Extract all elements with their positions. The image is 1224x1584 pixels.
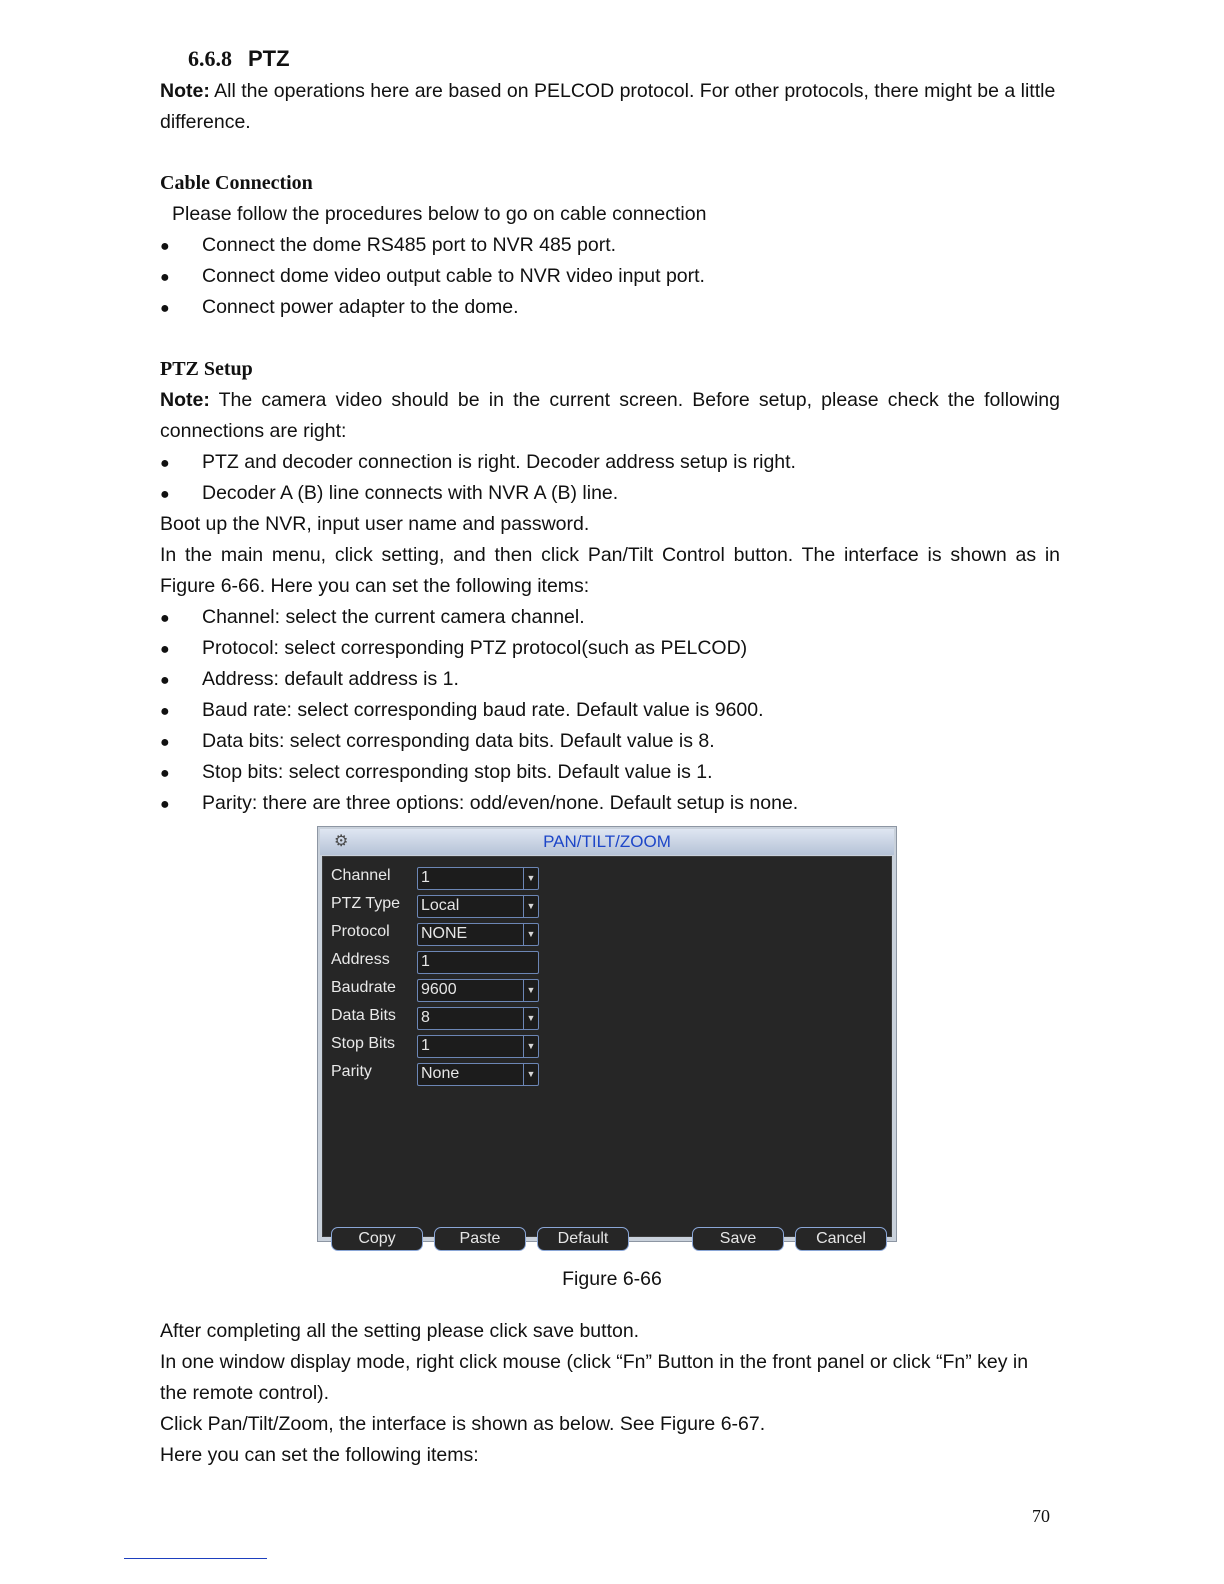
section-title: PTZ	[248, 46, 290, 71]
dropdown-arrow-icon[interactable]: ▼	[523, 1008, 538, 1029]
cable-bullet	[160, 261, 705, 293]
protocol-value: NONE	[421, 925, 468, 942]
dropdown-arrow-icon[interactable]: ▼	[523, 896, 538, 917]
section-number: 6.6.8	[188, 46, 232, 71]
dropdown-arrow-icon[interactable]: ▼	[523, 924, 538, 945]
setup-note	[160, 385, 1060, 447]
item-bullet	[160, 664, 459, 696]
section-heading	[188, 46, 290, 72]
baudrate-label: Baudrate	[331, 979, 396, 996]
address-label: Address	[331, 951, 390, 968]
intro-note	[160, 76, 1060, 138]
ptz-window-body	[322, 856, 892, 1247]
bullet-dot: ●	[160, 703, 170, 720]
ptz-window	[317, 826, 897, 1247]
ptz-window-title: PAN/TILT/ZOOM	[543, 832, 671, 851]
parity-value: None	[421, 1065, 460, 1082]
ptz-window-titlebar	[320, 829, 894, 855]
data-bits-label: Data Bits	[331, 1007, 396, 1024]
menu-text: In the main menu, click setting, and then click Pan/Tilt Control button. The interface is shown as in Figure 6-66. Here you can set the following items:	[160, 544, 1060, 597]
channel-select[interactable]	[417, 867, 539, 890]
check-bullet-text: Decoder A (B) line connects with NVR A (B) line.	[202, 482, 619, 504]
cable-bullet-text: Connect power adapter to the dome.	[202, 296, 519, 318]
item-bullet	[160, 788, 798, 820]
ptz-type-label: PTZ Type	[331, 895, 401, 912]
check-bullet-text: PTZ and decoder connection is right. Decoder address setup is right.	[202, 451, 796, 473]
bullet-dot: ●	[160, 455, 170, 472]
baudrate-value: 9600	[421, 981, 457, 998]
protocol-label: Protocol	[331, 923, 390, 940]
setup-note-label: Note:	[160, 389, 210, 411]
ptz-type-select[interactable]	[417, 895, 539, 918]
check-bullet	[160, 447, 796, 479]
item-bullet-text: Stop bits: select corresponding stop bits. Default value is 1.	[202, 761, 713, 783]
paste-button[interactable]: Paste	[434, 1227, 526, 1251]
cable-heading: Cable Connection	[160, 172, 313, 194]
cable-bullet-text: Connect the dome RS485 port to NVR 485 port.	[202, 234, 617, 256]
cable-bullet	[160, 292, 519, 324]
here-text: Here you can set the following items:	[160, 1444, 479, 1466]
item-bullet	[160, 757, 713, 789]
copy-button[interactable]: Copy	[331, 1227, 423, 1251]
stop-bits-label: Stop Bits	[331, 1035, 396, 1052]
cable-lead: Please follow the procedures below to go on cable connection	[172, 203, 707, 225]
click-text: Click Pan/Tilt/Zoom, the interface is shown as below. See Figure 6-67.	[160, 1413, 766, 1435]
figure-caption: Figure 6-66	[562, 1268, 662, 1290]
item-bullet-text: Data bits: select corresponding data bits. Default value is 8.	[202, 730, 715, 752]
intro-note-label: Note:	[160, 80, 210, 102]
dropdown-arrow-icon[interactable]: ▼	[523, 980, 538, 1001]
check-bullet	[160, 478, 618, 510]
data-bits-select[interactable]	[417, 1007, 539, 1030]
footnote-rule	[124, 1558, 267, 1559]
boot-text: Boot up the NVR, input user name and password.	[160, 513, 590, 535]
address-input[interactable]	[417, 951, 539, 974]
ptz-type-value: Local	[421, 897, 460, 914]
default-button[interactable]: Default	[537, 1227, 629, 1251]
item-bullet-text: Address: default address is 1.	[202, 668, 459, 690]
baudrate-select[interactable]	[417, 979, 539, 1002]
item-bullet-text: Baud rate: select corresponding baud rate. Default value is 9600.	[202, 699, 764, 721]
page-number: 70	[1032, 1506, 1050, 1526]
window-text: In one window display mode, right click mouse (click “Fn” Button in the front panel or click “Fn” key in the remote control).	[160, 1351, 1029, 1404]
bullet-dot: ●	[160, 486, 170, 503]
dropdown-arrow-icon[interactable]: ▼	[523, 1064, 538, 1085]
item-bullet	[160, 726, 715, 758]
bullet-dot: ●	[160, 269, 170, 286]
setup-heading: PTZ Setup	[160, 358, 253, 380]
data-bits-value: 8	[421, 1009, 430, 1026]
bullet-dot: ●	[160, 641, 170, 658]
bullet-dot: ●	[160, 610, 170, 627]
bullet-dot: ●	[160, 238, 170, 255]
protocol-select[interactable]	[417, 923, 539, 946]
item-bullet	[160, 695, 764, 727]
bullet-dot: ●	[160, 672, 170, 689]
cable-bullet	[160, 230, 616, 262]
dropdown-arrow-icon[interactable]: ▼	[523, 868, 538, 889]
app-logo-icon: ⚙	[334, 833, 349, 850]
stop-bits-select[interactable]	[417, 1035, 539, 1058]
save-button[interactable]: Save	[692, 1227, 784, 1251]
item-bullet-text: Protocol: select corresponding PTZ protocol(such as PELCOD)	[202, 637, 748, 659]
address-value: 1	[421, 953, 430, 970]
item-bullet-text: Parity: there are three options: odd/even/none. Default setup is none.	[202, 792, 799, 814]
cable-bullet-text: Connect dome video output cable to NVR video input port.	[202, 265, 705, 287]
dropdown-arrow-icon[interactable]: ▼	[523, 1036, 538, 1057]
stop-bits-value: 1	[421, 1037, 430, 1054]
item-bullet-text: Channel: select the current camera channel.	[202, 606, 585, 628]
parity-select[interactable]	[417, 1063, 539, 1086]
bullet-dot: ●	[160, 300, 170, 317]
cancel-button[interactable]: Cancel	[795, 1227, 887, 1251]
channel-label: Channel	[331, 867, 391, 884]
setup-note-text: The camera video should be in the current screen. Before setup, please check the following connections are right:	[160, 389, 1060, 442]
bullet-dot: ●	[160, 765, 170, 782]
save-text: After completing all the setting please click save button.	[160, 1320, 640, 1342]
bullet-dot: ●	[160, 734, 170, 751]
item-bullet	[160, 602, 585, 634]
item-bullet	[160, 633, 747, 665]
parity-label: Parity	[331, 1063, 372, 1080]
channel-value: 1	[421, 869, 430, 886]
intro-note-text: All the operations here are based on PELCOD protocol. For other protocols, there might be a little difference.	[160, 80, 1056, 133]
bullet-dot: ●	[160, 796, 170, 813]
